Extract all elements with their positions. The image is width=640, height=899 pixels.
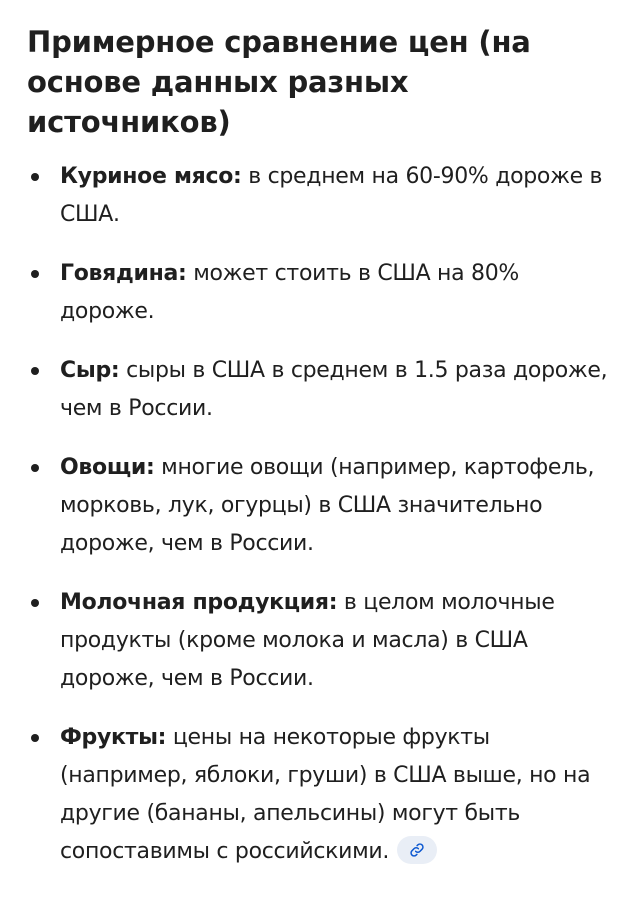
bullet-icon <box>31 464 39 472</box>
section-title: Примерное сравнение цен (на основе данных разных источников) <box>27 25 531 139</box>
item-term: Говядина: <box>60 261 187 286</box>
list-item <box>27 719 616 871</box>
item-text: в среднем на 60-90% дороже в США. <box>60 164 603 227</box>
bullet-icon <box>31 367 39 375</box>
bullet-icon <box>31 599 39 607</box>
bullet-icon <box>31 173 39 181</box>
item-text: многие овощи (например, картофель, морковь, лук, огурцы) в США значительно дороже, чем в России. <box>60 455 595 556</box>
item-text: сыры в США в среднем в 1.5 раза дороже, чем в России. <box>60 358 608 421</box>
list-item <box>27 255 616 331</box>
item-term: Фрукты: <box>60 725 167 750</box>
source-link-button[interactable] <box>397 836 437 864</box>
list-item <box>27 352 616 428</box>
bullet-icon <box>31 734 39 742</box>
item-term: Молочная продукция: <box>60 590 338 615</box>
item-term: Овощи: <box>60 455 155 480</box>
item-text: цены на некоторые фрукты (например, яблоки, груши) в США выше, но на другие (бананы, апельсины) могут быть сопоставимы с российскими. <box>60 725 591 864</box>
list-item <box>27 158 616 234</box>
link-icon <box>409 842 425 858</box>
list-item <box>27 584 616 698</box>
price-comparison-list <box>27 158 616 871</box>
item-term: Куриное мясо: <box>60 164 242 189</box>
list-item <box>27 449 616 563</box>
bullet-icon <box>31 270 39 278</box>
item-term: Сыр: <box>60 358 120 383</box>
item-text: может стоить в США на 80% дороже. <box>60 261 520 324</box>
item-text: в целом молочные продукты (кроме молока и масла) в США дороже, чем в России. <box>60 590 555 691</box>
